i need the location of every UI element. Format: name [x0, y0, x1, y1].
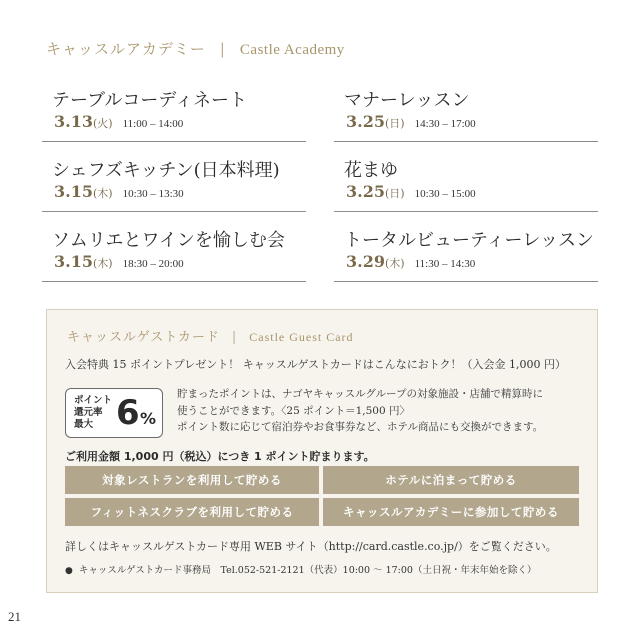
badge-number: 6 [116, 393, 140, 433]
points-description [177, 386, 543, 436]
course-date: 3.15 [54, 182, 93, 201]
website-note: 詳しくはキャッスルゲストカード専用 WEB サイト（http://card.castle.co.jp/）をご覧ください。 [65, 540, 557, 553]
guest-card-intro: 入会特典 15 ポイントプレゼント！ キャッスルゲストカードはこんなにおトク！（入会金 1,000 円） [65, 358, 566, 371]
academy-title-jp: キャッスルアカデミー [46, 40, 206, 58]
course-schedule [54, 252, 184, 271]
hotel-stay-points-button: ホテルに泊まって貯める [323, 466, 579, 494]
academy-section-title [46, 38, 345, 59]
course-time: 14:30 – 17:00 [414, 118, 476, 130]
divider [42, 211, 306, 212]
course-name: シェフズキッチン(日本料理) [52, 160, 280, 181]
course-row [42, 214, 598, 282]
course-name: テーブルコーディネート [52, 90, 247, 111]
course-schedule [346, 252, 475, 271]
course-date: 3.29 [346, 252, 385, 271]
divider [334, 211, 598, 212]
course-row [42, 74, 598, 142]
guest-card-title-en: Castle Guest Card [249, 330, 354, 344]
course-date: 3.25 [346, 112, 385, 131]
course-schedule [346, 182, 476, 201]
course-weekday: (木) [92, 187, 113, 200]
description-line: 貯まったポイントは、ナゴヤキャッスルグループの対象施設・店舗で精算時に [177, 388, 544, 400]
course-time: 10:30 – 13:30 [122, 188, 184, 200]
office-contact [65, 562, 536, 576]
divider [42, 141, 306, 142]
title-separator: | [219, 40, 226, 58]
course-name: マナーレッスン [344, 90, 470, 111]
office-contact-text: キャッスルゲストカード事務局 Tel.052-521-2121（代表）10:00 〜 17:00（土日祝・年末年始を除く） [78, 565, 537, 576]
badge-unit: % [140, 409, 157, 428]
course-weekday: (木) [92, 257, 113, 270]
academy-title-en: Castle Academy [239, 42, 345, 58]
divider [334, 141, 598, 142]
course-item [342, 214, 598, 282]
course-item [50, 214, 306, 282]
course-row [42, 144, 598, 212]
points-rate-note: ご利用金額 1,000 円（税込）につき 1 ポイント貯まります。 [65, 450, 375, 463]
course-schedule [54, 112, 183, 131]
course-weekday: (日) [384, 117, 405, 130]
restaurant-points-button: 対象レストランを利用して貯める [65, 466, 319, 494]
course-time: 11:00 – 14:00 [122, 118, 184, 130]
course-item [50, 144, 306, 212]
guest-card-panel [46, 309, 598, 593]
course-date: 3.15 [54, 252, 93, 271]
course-date: 3.13 [54, 112, 93, 131]
guest-card-title [67, 326, 354, 345]
bullet-icon: ● [65, 566, 73, 576]
description-line: ポイント数に応じて宿泊券やお食事券など、ホテル商品にも交換ができます。 [177, 421, 544, 433]
course-time: 18:30 – 20:00 [122, 258, 184, 270]
course-time: 10:30 – 15:00 [414, 188, 476, 200]
course-item [50, 74, 306, 142]
title-separator: | [231, 330, 238, 345]
divider [42, 281, 306, 282]
course-name: 花まゆ [344, 160, 398, 181]
course-time: 11:30 – 14:30 [414, 258, 476, 270]
course-name: ソムリエとワインを愉しむ会 [52, 230, 285, 251]
description-line: 使うことができます。〈25 ポイント＝1,500 円〉 [177, 404, 411, 417]
course-date: 3.25 [346, 182, 385, 201]
course-weekday: (火) [92, 117, 113, 130]
course-schedule [346, 112, 476, 131]
course-schedule [54, 182, 184, 201]
course-weekday: (日) [384, 187, 405, 200]
course-item [342, 144, 598, 212]
divider [334, 281, 598, 282]
badge-label: ポイント 還元率 最大 [74, 395, 113, 430]
page-number: 21 [8, 609, 21, 624]
guest-card-title-jp: キャッスルゲストカード [67, 330, 220, 345]
fitness-club-points-button: フィットネスクラブを利用して貯める [65, 498, 319, 526]
academy-points-button: キャッスルアカデミーに参加して貯める [323, 498, 579, 526]
course-weekday: (木) [384, 257, 405, 270]
course-name: トータルビューティーレッスン [344, 230, 595, 251]
course-item [342, 74, 598, 142]
point-rate-badge [65, 388, 163, 438]
